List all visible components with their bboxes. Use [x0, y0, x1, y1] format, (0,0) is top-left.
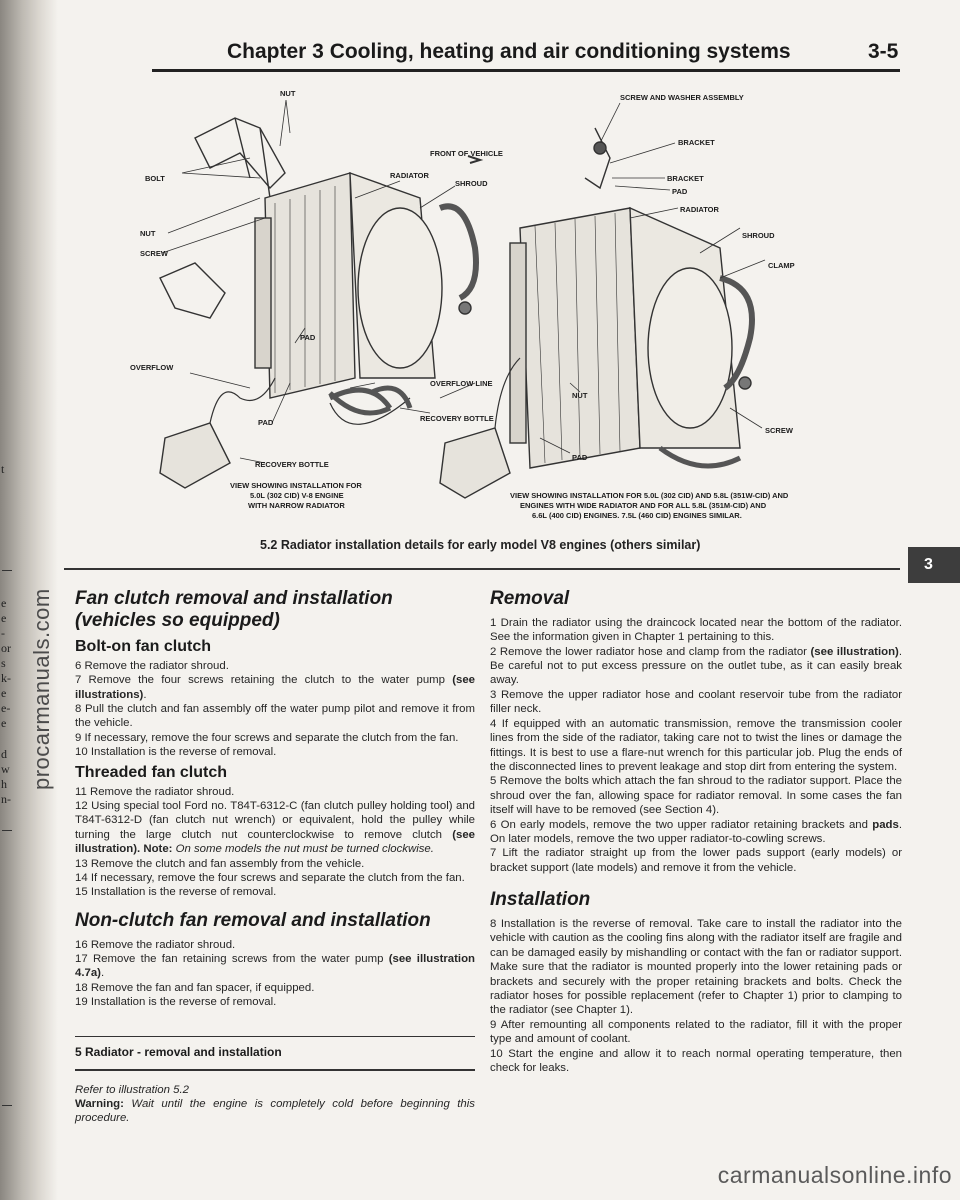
removal-step-4: 4 If equipped with an automatic transmission, remove the transmission cooler lines from the side of the radiator, taking care not to twist the lines or damage the fittings. It is best to use a flare-nut wrench for this particular job. Plug the ends of the disconnected lines to prevent leakage and stop dirt from entering the system.	[490, 717, 902, 773]
label-radiator: RADIATOR	[390, 171, 429, 180]
heading-fan-clutch: Fan clutch removal and installation (vehicles so equipped)	[75, 588, 393, 631]
page-header-title: Chapter 3 Cooling, heating and air conditioning systems	[227, 40, 791, 63]
step-7-text: 7 Remove the four screws retaining the clutch to the water pump	[75, 674, 453, 687]
right-recovery-bottle	[440, 428, 510, 498]
fragment: w	[1, 762, 10, 776]
adjacent-page-fragments	[0, 0, 20, 1200]
rule	[75, 1036, 475, 1037]
label-pad: PAD	[300, 333, 316, 342]
fragment: e	[1, 611, 7, 625]
label-pad2-right: PAD	[572, 453, 588, 462]
fragment: or	[1, 641, 11, 655]
label-screw: SCREW	[140, 249, 168, 258]
section-5-title: 5 Radiator - removal and installation	[75, 1044, 282, 1059]
step-6: 6 Remove the radiator shroud.	[75, 659, 229, 672]
bracket-lines	[235, 118, 270, 198]
step-16: 16 Remove the radiator shroud.	[75, 938, 236, 951]
label-overflow-line: OVERFLOW LINE	[430, 379, 493, 388]
removal-step-3: 3 Remove the upper radiator hose and coolant reservoir tube from the radiator filler neck.	[490, 688, 902, 716]
refer-line	[75, 1083, 475, 1097]
label-recovery-bottle2: RECOVERY BOTTLE	[420, 414, 494, 423]
label-front-of-vehicle: FRONT OF VEHICLE	[430, 149, 503, 158]
view-left-line1: VIEW SHOWING INSTALLATION FOR	[230, 481, 362, 490]
step-17	[75, 952, 475, 981]
removal-step-2	[490, 645, 902, 688]
label-bracket2: BRACKET	[667, 174, 704, 183]
label-nut-top: NUT	[280, 89, 296, 98]
step-15: 15 Installation is the reverse of removal.	[75, 886, 277, 899]
right-tank	[510, 243, 526, 443]
section-rule	[64, 568, 900, 570]
label-bracket: BRACKET	[678, 138, 715, 147]
step-10: 10 Installation is the reverse of removal.	[75, 746, 277, 759]
step-12-ref: (see illustration). Note:	[75, 828, 475, 856]
removal-step-1: 1 Drain the radiator using the draincock located near the bottom of the radiator. See the information given in Chapter 1 pertaining to this.	[490, 616, 902, 644]
step-7-end: .	[143, 688, 147, 701]
left-column	[75, 588, 475, 1126]
fragment: h	[1, 777, 7, 791]
fragment: k-	[1, 671, 11, 685]
fragment: e	[1, 596, 7, 610]
heading-removal: Removal	[490, 588, 570, 609]
heading-installation: Installation	[490, 889, 591, 911]
removal-step-2-end: . Be careful not to put excess pressure on the outlet tube, as it can easily break away.	[490, 645, 902, 687]
fragment: e	[1, 686, 7, 700]
label-nut-right: NUT	[572, 391, 588, 400]
diagram-svg	[100, 78, 900, 528]
header-rule	[152, 69, 900, 72]
fragment-dash	[2, 1105, 12, 1106]
fragment-dash	[2, 830, 12, 831]
view-right-line1: VIEW SHOWING INSTALLATION FOR 5.0L (302 CID) AND 5.8L (351W-CID) AND	[510, 491, 789, 500]
install-step-10: 10 Start the engine and allow it to reach normal operating temperature, then check for leaks.	[490, 1047, 902, 1075]
warning	[75, 1097, 475, 1126]
step-11: 11 Remove the radiator shroud.	[75, 785, 235, 798]
removal-step-6-text: 6 On early models, remove the two upper radiator retaining brackets and	[490, 818, 873, 831]
warning-label: Warning:	[75, 1098, 124, 1111]
step-17-ref: (see illustration 4.7a)	[75, 953, 476, 980]
step-17-end: .	[100, 967, 105, 980]
label-recovery-bottle: RECOVERY BOTTLE	[255, 460, 329, 469]
refer-text: Refer to illustration 5.2	[75, 1083, 189, 1096]
right-top-bracket	[585, 128, 610, 188]
removal-step-7: 7 Lift the radiator straight up from the lower pads support (early models) or bracket support (late models) and remove it from the vehicle.	[490, 847, 902, 874]
clamp	[739, 377, 751, 389]
label-bolt: BOLT	[145, 174, 165, 183]
bolt	[594, 142, 606, 154]
fragment-dash	[2, 570, 12, 571]
left-bottle-line	[210, 378, 275, 423]
left-recovery-bottle	[160, 423, 230, 488]
fragment: e-	[1, 701, 11, 715]
label-screw-washer: SCREW AND WASHER ASSEMBLY	[620, 93, 744, 102]
label-radiator-right: RADIATOR	[680, 205, 719, 214]
label-screw-right: SCREW	[765, 426, 793, 435]
step-12-note: On some models the nut must be turned clockwise.	[172, 843, 434, 856]
step-13: 13 Remove the clutch and fan assembly from the vehicle.	[75, 857, 365, 870]
removal-step-6-end: . On later models, remove the two upper radiator-to-cowling screws.	[490, 818, 902, 845]
step-19: 19 Installation is the reverse of removal.	[75, 996, 277, 1009]
step-9: 9 If necessary, remove the four screws and separate the clutch from the fan.	[75, 731, 459, 744]
removal-step-6	[490, 818, 902, 847]
upper-bracket-shape	[195, 118, 285, 188]
fragment: d	[1, 747, 7, 761]
chapter-tab: 3	[908, 547, 960, 583]
fragment: t	[1, 462, 5, 476]
label-pad-right: PAD	[672, 187, 688, 196]
heading-non-clutch: Non-clutch fan removal and installation	[75, 909, 431, 931]
right-lower-hose	[660, 448, 740, 466]
watermark-vertical: procarmanuals.com	[29, 588, 54, 790]
removal-step-2-ref: (see illustration)	[810, 645, 899, 658]
removal-step-6-bold: pads	[872, 818, 899, 831]
label-overflow: OVERFLOW	[130, 363, 174, 372]
install-step-9: 9 After remounting all components related to the radiator, fill it with the proper type and amount of coolant.	[490, 1018, 902, 1046]
label-clamp: CLAMP	[768, 261, 795, 270]
rule	[75, 1069, 475, 1071]
label-shroud: SHROUD	[455, 179, 488, 188]
removal-step-5: 5 Remove the bolts which attach the fan shroud to the radiator support. Place the shroud over the fan, allowing space for radiator removal. In some cases the fan itself will have to be removed (see Section 4).	[490, 775, 902, 817]
fragment: s	[1, 656, 6, 670]
step-7	[75, 673, 475, 702]
step-8: 8 Pull the clutch and fan assembly off the water pump pilot and remove it from the vehicle.	[75, 702, 475, 730]
install-step-8: 8 Installation is the reverse of removal. Take care to install the radiator into the vehicle with caution as the cooling fins along with the radiator itself are fragile and can be damaged easily by mishandling or contact with the fan or radiator support. Make sure that the radiator is mounted properly into the lower retaining pads or brackets and securely with the proper retaining brackets and bolts. Check the radiator hoses for possible replacement (refer to Chapter 1) prior to clamping to the radiator (see Chapter 1).	[490, 918, 902, 1017]
page-number: 3-5	[868, 40, 899, 63]
step-18: 18 Remove the fan and fan spacer, if equipped.	[75, 981, 315, 994]
step-7-ref: (see illustrations)	[75, 674, 475, 701]
view-left-line3: WITH NARROW RADIATOR	[248, 501, 345, 510]
fragment: e	[1, 716, 7, 730]
left-radiator-core	[265, 173, 355, 398]
label-shroud-right: SHROUD	[742, 231, 775, 240]
fragment: -	[1, 626, 5, 640]
view-right-line2: ENGINES WITH WIDE RADIATOR AND FOR ALL 5.8L (351M-CID) AND	[520, 501, 767, 510]
figure-caption: 5.2 Radiator installation details for early model V8 engines (others similar)	[260, 538, 701, 552]
subheading-bolt-on: Bolt-on fan clutch	[75, 637, 211, 655]
right-shroud-ring	[648, 268, 732, 428]
watermark-bottom: carmanualsonline.info	[717, 1162, 952, 1188]
right-radiator-core	[520, 208, 640, 468]
fragment: n-	[1, 792, 11, 806]
removal-step-2-text: 2 Remove the lower radiator hose and clamp from the radiator	[490, 645, 811, 658]
view-right-line3: 6.6L (400 CID) ENGINES. 7.5L (460 CID) ENGINES SIMILAR.	[532, 511, 742, 520]
step-12-text: 12 Using special tool Ford no. T84T-6312-C (fan clutch pulley holding tool) and T84T-6312-D (fan clutch nut wrench) or equivalent, hold the pulley while turning the large clutch nut counterclockwise to remove clutch	[75, 799, 475, 841]
label-pad2: PAD	[258, 418, 274, 427]
step-17-text: 17 Remove the fan retaining screws from the water pump	[75, 953, 389, 966]
right-column	[490, 588, 902, 1075]
view-left-line2: 5.0L (302 CID) V-8 ENGINE	[250, 491, 344, 500]
clamp	[459, 302, 471, 314]
warning-text: Wait until the engine is completely cold before beginning this procedure.	[75, 1098, 475, 1125]
step-14: 14 If necessary, remove the four screws and separate the clutch from the fan.	[75, 871, 465, 884]
upper-hose	[440, 206, 476, 298]
lower-bracket-shape	[160, 263, 225, 318]
step-12	[75, 799, 475, 857]
left-shroud-ring	[358, 208, 442, 368]
label-nut: NUT	[140, 229, 156, 238]
left-tank	[255, 218, 271, 368]
radiator-diagram	[100, 78, 900, 528]
subheading-threaded: Threaded fan clutch	[75, 763, 228, 781]
